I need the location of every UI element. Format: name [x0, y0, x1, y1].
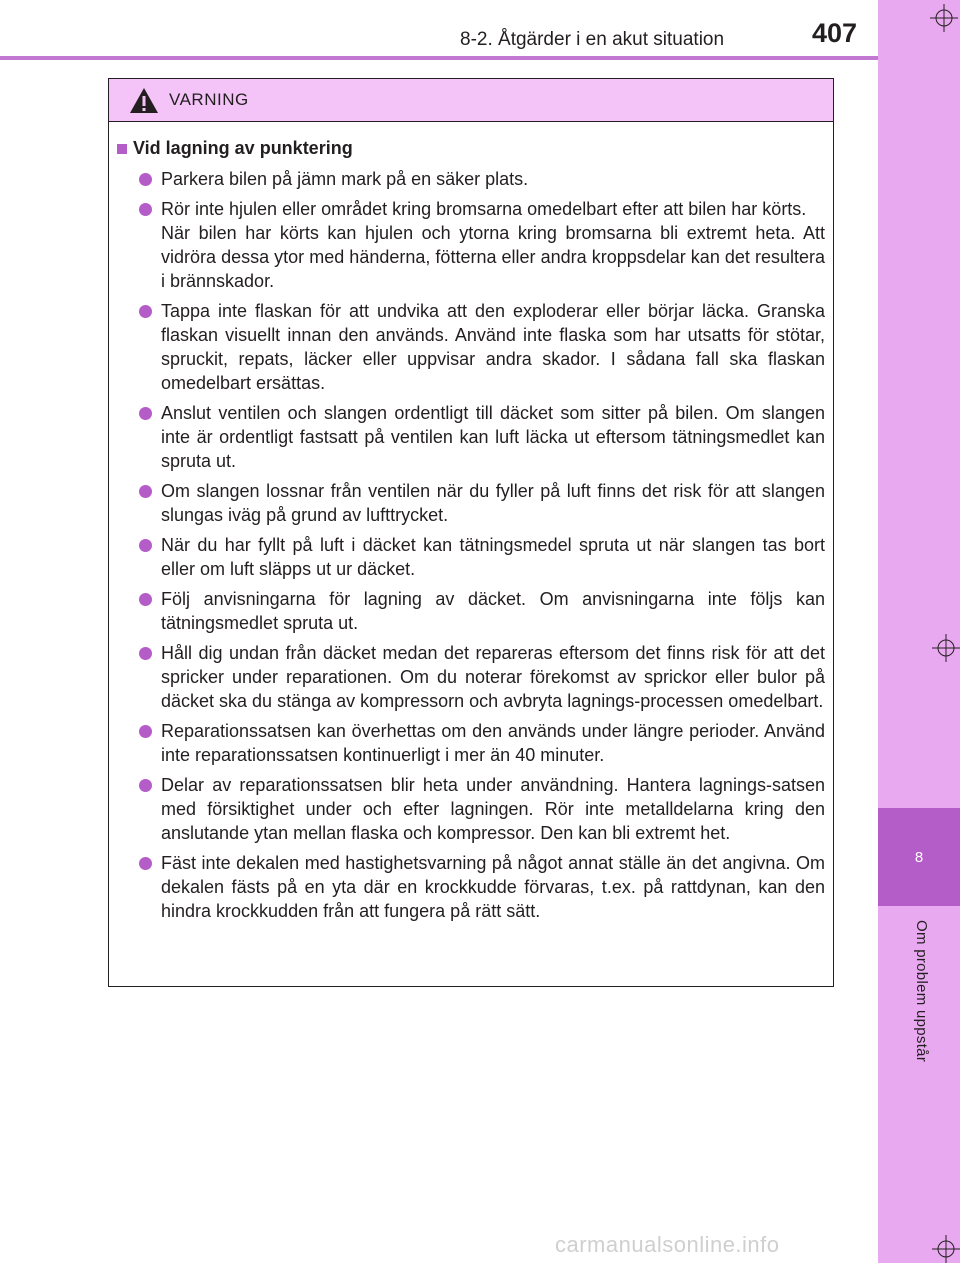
list-item: [117, 773, 825, 845]
chapter-label: Om problem uppstår: [913, 920, 930, 1063]
warning-box: [108, 78, 834, 987]
list-item: [117, 719, 825, 767]
header-rule: [0, 56, 878, 60]
registration-mark-icon: [932, 1235, 960, 1263]
list-item: [117, 479, 825, 527]
registration-mark-icon: [932, 634, 960, 662]
bullet-dot-icon: [139, 407, 152, 420]
item-text: Parkera bilen på jämn mark på en säker plats.: [161, 169, 529, 189]
item-text: Följ anvisningarna för lagning av däcket. Om anvisningarna inte följs kan tätningsmedlet spruta ut.: [161, 589, 825, 633]
warning-title: VARNING: [169, 90, 249, 109]
bullet-dot-icon: [139, 725, 152, 738]
item-text: Rör inte hjulen eller området kring bromsarna omedelbart efter att bilen har körts.: [161, 199, 807, 219]
bullet-dot-icon: [139, 779, 152, 792]
item-text: Tappa inte flaskan för att undvika att den exploderar eller börjar läcka. Granska flaskan visuellt innan den används. Använd inte flaska som har utsatts för stötar, spruckit, repats, läcker eller uppvisar andra skador. I sådana fall ska flaskan omedelbart ersättas.: [161, 301, 825, 393]
item-text: Delar av reparationssatsen blir heta under användning. Hantera lagnings-satsen med försiktighet under och efter lagningen. Rör inte metalldelarna kring den anslutande ytan mellan flaska och kompressor. Den kan bli extremt het.: [161, 775, 825, 843]
item-text: När bilen har körts kan hjulen och ytorna kring bromsarna bli extremt heta. Att vidröra dessa ytor med händerna, fötterna eller andra kroppsdelar kan det resultera i brännskador.: [161, 223, 825, 291]
bullet-dot-icon: [139, 857, 152, 870]
bullet-dot-icon: [139, 593, 152, 606]
warning-triangle-icon: [129, 87, 159, 114]
bullet-dot-icon: [139, 485, 152, 498]
list-item: [117, 533, 825, 581]
item-text: Fäst inte dekalen med hastighetsvarning på något annat ställe än det angivna. Om dekalen fästs på en yta där en krockkudde förvaras, t.ex. på rattdynan, kan den hindra krockkudden från att fungera på rätt sätt.: [161, 853, 825, 921]
list-item: [117, 197, 825, 293]
warning-body: [109, 122, 833, 923]
bullet-dot-icon: [139, 173, 152, 186]
warning-header: [109, 79, 833, 122]
item-text: Reparationssatsen kan överhettas om den används under längre perioder. Använd inte reparationssatsen kontinuerligt i mer än 40 minuter.: [161, 721, 825, 765]
square-bullet-icon: [117, 144, 127, 154]
page-number: 407: [812, 18, 858, 48]
list-item: [117, 587, 825, 635]
bullet-dot-icon: [139, 203, 152, 216]
item-text: Anslut ventilen och slangen ordentligt till däcket som sitter på bilen. Om slangen inte är ordentligt fastsatt på ventilen kan luft läcka ut eftersom tätningsmedlet kan spruta ut.: [161, 403, 825, 471]
list-item: [117, 167, 825, 191]
list-item: [117, 299, 825, 395]
registration-mark-icon: [930, 4, 958, 32]
section-title: 8-2. Åtgärder i en akut situation: [460, 29, 725, 50]
list-item: [117, 851, 825, 923]
subheading: [117, 136, 825, 161]
bullet-dot-icon: [139, 539, 152, 552]
list-item: [117, 401, 825, 473]
item-text: Håll dig undan från däcket medan det repareras eftersom det finns risk för att det spricker under reparationen. Om du noterar förekomst av sprickor eller bulor på däcket ska du stänga av kompressorn och avbryta lagnings-processen omedelbart.: [161, 643, 825, 711]
bullet-dot-icon: [139, 305, 152, 318]
watermark: carmanualsonline.info: [555, 1232, 780, 1257]
item-text: När du har fyllt på luft i däcket kan tätningsmedel spruta ut när slangen tas bort eller om luft släpps ut ur däcket.: [161, 535, 825, 579]
warning-list: [117, 167, 825, 923]
bullet-dot-icon: [139, 647, 152, 660]
list-item: [117, 641, 825, 713]
subheading-text: Vid lagning av punktering: [133, 138, 353, 158]
chapter-number: 8: [878, 808, 960, 906]
item-text: Om slangen lossnar från ventilen när du fyller på luft finns det risk för att slangen slungas iväg på grund av lufttrycket.: [161, 481, 825, 525]
